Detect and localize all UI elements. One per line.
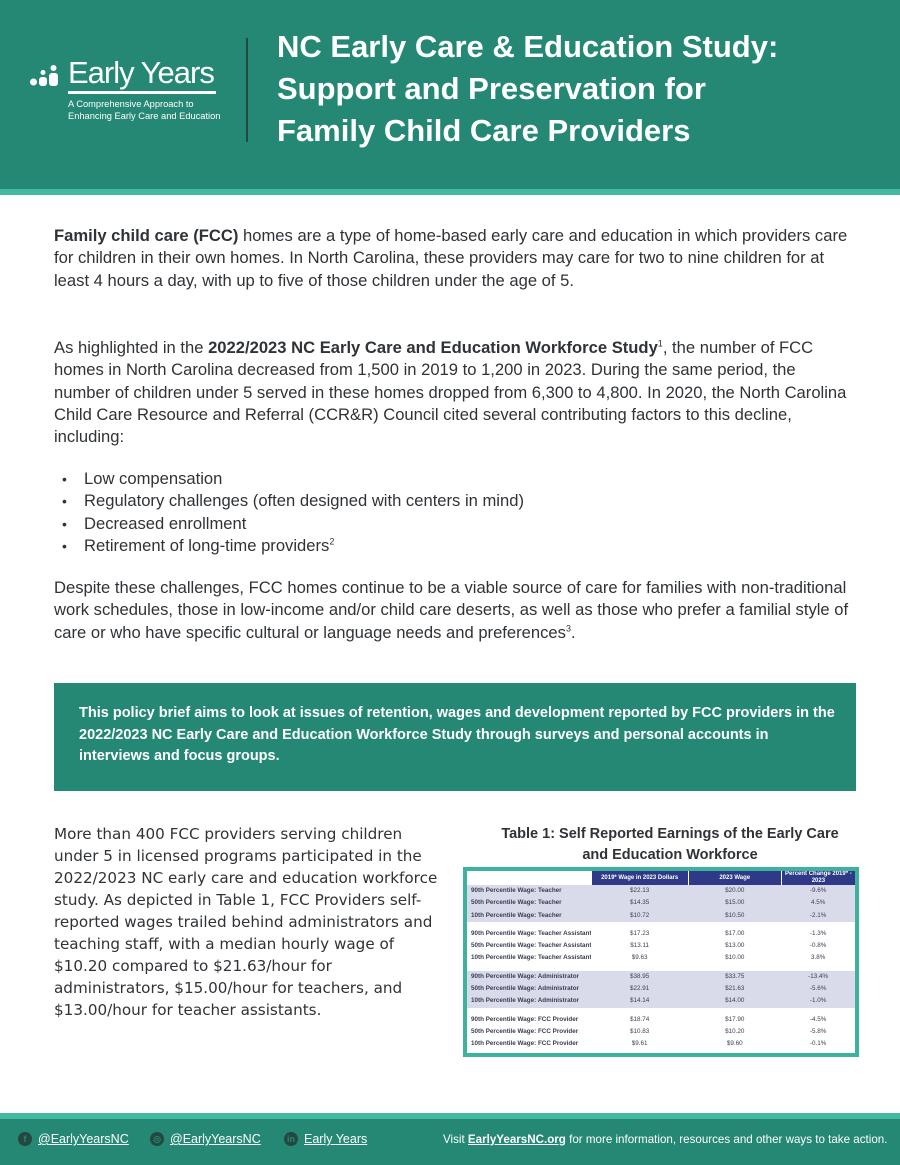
logo-tagline-line2: Enhancing Early Care and Education [68, 111, 221, 121]
column-header: 2023 Wage [688, 871, 781, 885]
row-label: 50th Percentile Wage: Administrator [467, 983, 591, 995]
facebook-icon: f [18, 1132, 32, 1146]
table-row [467, 1026, 855, 1038]
footnote-ref-2: 2 [329, 536, 335, 547]
table-title [460, 824, 880, 866]
logo-tagline [68, 98, 268, 122]
cell-value: $14.14 [591, 995, 688, 1007]
cell-value: -0.1% [809, 1040, 827, 1048]
page-title [277, 26, 877, 152]
row-label: 10th Percentile Wage: Administrator [467, 995, 591, 1007]
linkedin-handle[interactable]: Early Years [304, 1132, 368, 1146]
list-item [62, 490, 842, 512]
list-item [62, 468, 842, 490]
despite-text: Despite these challenges, FCC homes continue to be a viable source of care for families with non-traditional work schedules, those in low-income and/or child care deserts, as well as those who prefer a familial style of care or who have specific cultural or language needs and preferences [54, 578, 849, 642]
footnote-ref-1: 1 [657, 338, 663, 349]
cell-value: -1.0% [781, 995, 855, 1007]
facebook-handle[interactable]: @EarlyYearsNC [38, 1132, 129, 1146]
visit-prefix: Visit [443, 1133, 468, 1146]
row-label: 90th Percentile Wage: Administrator [467, 971, 591, 983]
table-row [467, 928, 855, 940]
cell-value: $17.00 [725, 929, 745, 937]
callout-text: This policy brief aims to look at issues of retention, wages and development reported by FCC providers in the 2022/2023 NC Early Care and Education Workforce Study through surveys and personal accounts in interviews and focus groups. [79, 705, 835, 764]
cell-value: $17.90 [725, 1015, 745, 1023]
cell-value: -4.5% [809, 1015, 827, 1023]
table-row [467, 940, 855, 952]
cell-value: $10.00 [725, 954, 745, 962]
factor-text: Regulatory challenges (often designed with centers in mind) [84, 491, 524, 511]
footnote-ref-3: 3 [565, 623, 571, 634]
page-header [0, 0, 900, 189]
study-name: 2022/2023 NC Early Care and Education Workforce Study [208, 338, 658, 357]
cell-value: 3.8% [810, 954, 826, 962]
policy-brief-callout [54, 683, 856, 791]
cell-value: -1.3% [809, 929, 827, 937]
table-header-row [467, 871, 855, 885]
cell-value: $22.13 [591, 885, 688, 897]
table-row [467, 897, 855, 909]
cell-value: $9.63 [631, 954, 648, 962]
table-row [467, 1014, 855, 1026]
intro-paragraph [54, 225, 854, 292]
despite-end: . [570, 622, 576, 642]
cell-value: $10.20 [725, 1027, 745, 1035]
visit-website-text [443, 1133, 887, 1146]
cell-value: -0.8% [809, 942, 827, 950]
factor-text: Low compensation [84, 469, 223, 488]
cell-value: $20.00 [688, 885, 781, 897]
factor-text: Retirement of long-time providers [84, 535, 330, 555]
linkedin-icon: in [284, 1132, 298, 1146]
table-row [467, 885, 855, 897]
row-label: 90th Percentile Wage: Teacher [467, 885, 591, 897]
table-row [467, 1038, 855, 1050]
cell-value: $22.91 [591, 983, 688, 995]
intro-bold-term: Family child care (FCC) [54, 226, 239, 245]
factor-text: Decreased enrollment [84, 513, 247, 533]
table-row [467, 952, 855, 964]
table-body [467, 885, 855, 1051]
header-divider [246, 38, 248, 142]
intro-text: homes are a type of home-based early care and education in which providers care for children in their own homes. In North Carolina, these providers may care for two to nine children for at least 4 hours a day, with up to five of those children under the age of 5. [54, 226, 848, 290]
row-label: 50th Percentile Wage: Teacher Assistant [471, 942, 592, 950]
instagram-icon: ◎ [150, 1132, 164, 1146]
cell-value: -5.8% [809, 1027, 827, 1035]
table-row [467, 995, 855, 1007]
row-label: 10th Percentile Wage: Teacher [467, 910, 591, 922]
cell-value: $10.72 [591, 910, 688, 922]
cell-value: $13.00 [725, 942, 745, 950]
cell-value: $21.63 [688, 983, 781, 995]
cell-value: -9.6% [781, 885, 855, 897]
row-label: 90th Percentile Wage: FCC Provider [471, 1015, 579, 1023]
instagram-handle[interactable]: @EarlyYearsNC [170, 1132, 261, 1146]
cell-value: -5.6% [781, 983, 855, 995]
cell-value: $18.74 [630, 1015, 650, 1023]
cell-value: $17.23 [630, 929, 650, 937]
row-label: 90th Percentile Wage: Teacher Assistant [471, 929, 592, 937]
table-row [467, 910, 855, 922]
study-paragraph [54, 337, 854, 448]
cell-value: -13.4% [781, 971, 855, 983]
logo-dots-icon [30, 63, 62, 87]
instagram-link[interactable] [150, 1132, 261, 1146]
facebook-link[interactable] [18, 1132, 129, 1146]
title-line-3: Family Child Care Providers [277, 113, 691, 148]
title-line-1: NC Early Care & Education Study: [277, 29, 779, 64]
cell-value: $14.00 [688, 995, 781, 1007]
cell-value: $9.60 [726, 1040, 743, 1048]
title-line-2: Support and Preservation for [277, 71, 706, 106]
cell-value: $15.00 [688, 897, 781, 909]
column-header: 2019* Wage in 2023 Dollars [591, 871, 688, 885]
cell-value: $14.35 [591, 897, 688, 909]
table-title-line2: and Education Workforce [582, 847, 758, 863]
website-link[interactable]: EarlyYearsNC.org [467, 1133, 566, 1146]
table-title-line1: Table 1: Self Reported Earnings of the Early Care [501, 826, 839, 842]
decline-factors-list [62, 468, 842, 557]
cell-value: -2.1% [781, 910, 855, 922]
despite-paragraph [54, 577, 854, 644]
cell-value: $38.95 [591, 971, 688, 983]
cell-value: $10.50 [688, 910, 781, 922]
row-label: 50th Percentile Wage: Teacher [467, 897, 591, 909]
earnings-table [467, 871, 855, 1051]
list-item [62, 513, 842, 535]
page-footer [0, 1119, 900, 1165]
visit-suffix: for more information, resources and other ways to take action. [565, 1133, 888, 1146]
cell-value: $9.61 [631, 1040, 648, 1048]
logo-wordmark: Early Years [68, 55, 216, 94]
table-row [467, 983, 855, 995]
row-label: 10th Percentile Wage: FCC Provider [471, 1040, 579, 1048]
linkedin-link[interactable] [284, 1132, 367, 1146]
cell-value: $10.83 [630, 1027, 650, 1035]
study-text: , the number of FCC homes in North Carolina decreased from 1,500 in 2019 to 1,200 in 2023. During the same period, the number of children under 5 served in these homes dropped from 6,300 to 4,800. In 2020, the North Carolina Child Care Resource and Referral (CCR&R) Council cited several contributing factors to this decline, including: [54, 338, 847, 447]
cell-value: $13.11 [630, 942, 650, 950]
wages-paragraph: More than 400 FCC providers serving children under 5 in licensed programs participated in the 2022/2023 NC early care and education workforce study. As depicted in Table 1, FCC Providers self-reported wages trailed behind administrators and teaching staff, with a median hourly wage of $10.20 compared to $21.63/hour for administrators, $15.00/hour for teachers, and $13.00/hour for teacher assistants. [54, 825, 438, 1019]
header-accent-stripe [0, 189, 900, 195]
earnings-table-frame [463, 867, 859, 1057]
column-header: Percent Change 2019* - 2023 [781, 871, 855, 885]
row-label: 50th Percentile Wage: FCC Provider [471, 1027, 579, 1035]
study-lead: As highlighted in the [54, 338, 209, 357]
row-label: 10th Percentile Wage: Teacher Assistant [471, 954, 592, 962]
cell-value: 4.5% [781, 897, 855, 909]
cell-value: $33.75 [688, 971, 781, 983]
logo-tagline-line1: A Comprehensive Approach to [68, 99, 194, 109]
column-header [467, 871, 591, 885]
list-item [62, 535, 842, 557]
table-row [467, 971, 855, 983]
